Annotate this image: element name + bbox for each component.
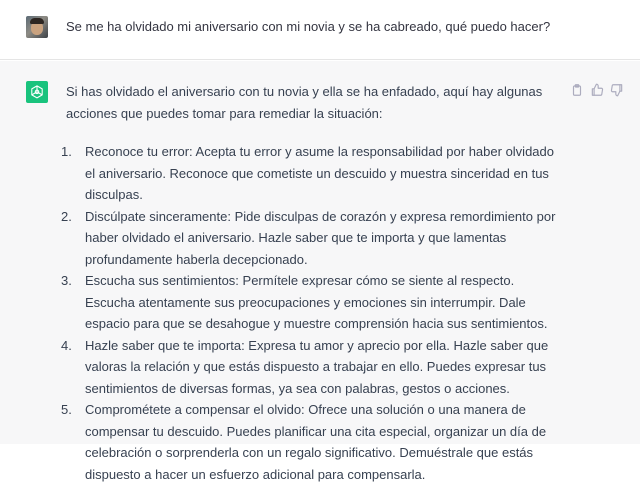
list-item	[61, 270, 566, 335]
user-avatar	[26, 16, 48, 38]
list-item-text: Hazle saber que te importa: Expresa tu amor y aprecio por ella. Hazle saber que valoras la relación y que estás dispuesto a trabajar en ello. Puedes expresar tus sentimientos de diversas formas, ya sea con palabras, gestos o acciones.	[85, 337, 549, 396]
clipboard-icon[interactable]	[570, 83, 584, 97]
message-actions	[570, 83, 624, 97]
list-item-number: 2.	[61, 208, 72, 224]
thumbs-up-icon[interactable]	[590, 83, 604, 97]
list-item	[61, 335, 566, 400]
steps-list	[61, 141, 566, 485]
user-message-row	[0, 0, 640, 60]
avatar-hair	[30, 18, 44, 24]
list-item	[61, 206, 566, 271]
list-item-number: 5.	[61, 402, 72, 417]
list-item-text: Comprométete a compensar el olvido: Ofrece una solución o una manera de compensar tu descuido. Puedes planificar una cita especial, organizar un día de celebración o sorprenderla con un regalo significativo. Demuéstrale que estás dispuesto a hacer un esfuerzo adicional para compensarla.	[85, 402, 547, 482]
list-item	[61, 141, 566, 206]
assistant-message-content	[61, 81, 566, 485]
list-item-text: Escucha sus sentimientos: Permítele expresar cómo se siente al respecto. Escucha atentamente sus preocupaciones y emociones sin interrumpir. Dale espacio para que se desahogue y muestre comprensión hacia sus sentimientos.	[85, 273, 548, 331]
assistant-message-row	[0, 61, 640, 482]
list-item	[61, 399, 566, 485]
openai-logo-icon	[26, 81, 48, 103]
list-item-number: 4.	[61, 337, 72, 353]
list-item-text: Discúlpate sinceramente: Pide disculpas de corazón y expresa remordimiento por haber olvidado el aniversario. Hazle saber que te importa y que lamentas profundamente haberla decepcionado.	[85, 208, 556, 267]
list-item-text: Reconoce tu error: Acepta tu error y asume la responsabilidad por haber olvidado el aniversario. Reconoce que cometiste un descuido y muestra sinceridad en tus disculpas.	[85, 144, 554, 202]
user-message-text: Se me ha olvidado mi aniversario con mi novia y se ha cabreado, qué puedo hacer?	[66, 19, 551, 34]
assistant-intro: Si has olvidado el aniversario con tu novia y ella se ha enfadado, aquí hay algunas acciones que puedes tomar para remediar la situación:	[66, 84, 543, 121]
list-item-number: 3.	[61, 273, 72, 288]
list-item-number: 1.	[61, 144, 72, 159]
thumbs-down-icon[interactable]	[610, 83, 624, 97]
